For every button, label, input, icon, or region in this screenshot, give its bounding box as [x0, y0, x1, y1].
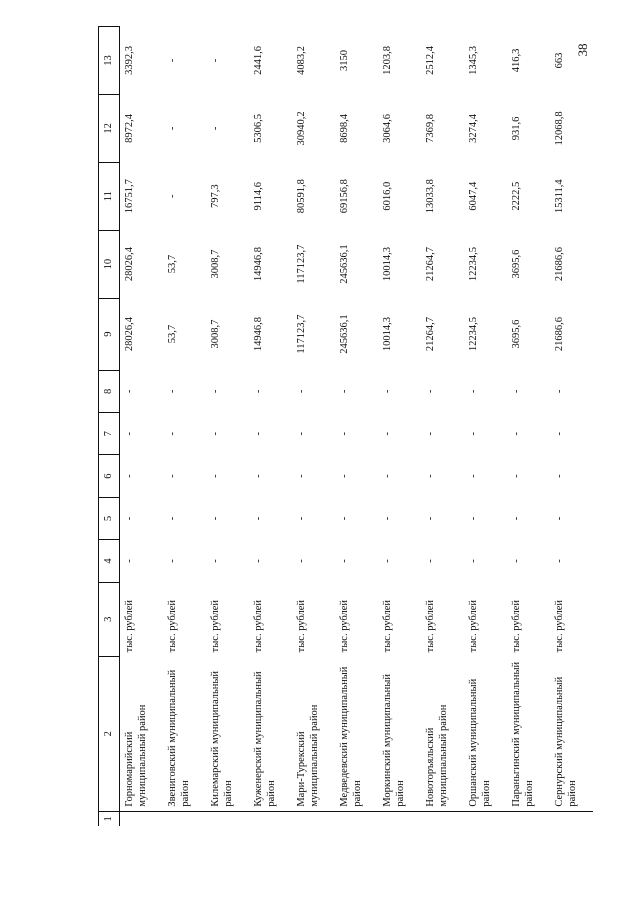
table-cell: - [167, 431, 178, 436]
table-cell: - [468, 431, 479, 436]
table-cell: - [124, 474, 135, 478]
table-cell: - [425, 474, 436, 478]
table-cell: 3150 [339, 49, 350, 71]
unit-label: тыс. рублей [554, 599, 565, 653]
table-cell: - [167, 559, 178, 563]
table-cell: - [167, 126, 178, 131]
table-cell-empty [464, 811, 507, 826]
table-cell: - [253, 389, 264, 394]
table-cell: - [425, 559, 436, 563]
table-cell-empty [378, 811, 421, 826]
table-cell: - [554, 474, 565, 478]
table-cell: 3695,6 [511, 319, 522, 349]
table-cell: - [339, 431, 350, 436]
district-name: Моркинский муниципальный район [378, 656, 421, 811]
column-header: 12 [99, 94, 120, 162]
table-row [335, 27, 378, 827]
table-cell-empty [292, 811, 335, 826]
column-header: 2 [99, 656, 120, 811]
table-cell: 3064,6 [382, 113, 393, 143]
table-cell: - [382, 389, 393, 394]
table-cell: - [210, 58, 221, 63]
table-cell: - [468, 559, 479, 563]
table-cell: - [554, 389, 565, 394]
table-cell: - [296, 516, 307, 521]
district-name: Куженерский муниципальный район [249, 656, 292, 811]
table-cell: - [554, 559, 565, 563]
table-cell: 8698,4 [339, 113, 350, 143]
table-cell: - [124, 559, 135, 563]
table-cell: 21686,6 [554, 247, 565, 282]
table-cell: - [425, 516, 436, 521]
column-header: 3 [99, 582, 120, 656]
table-cell: 6016,0 [382, 181, 393, 211]
table-cell: - [468, 474, 479, 478]
unit-label: тыс. рублей [210, 599, 221, 653]
table-row [378, 27, 421, 827]
district-name: Медведевский муниципальный район [335, 656, 378, 811]
table-cell-empty [550, 811, 593, 826]
column-header: 9 [99, 298, 120, 370]
table-cell: 117123,7 [296, 244, 307, 284]
table-cell: - [382, 431, 393, 436]
table-cell: - [210, 516, 221, 521]
table-cell: 2441,6 [253, 46, 264, 75]
table-cell: - [167, 58, 178, 63]
table-cell: - [468, 389, 479, 394]
table-cell: - [511, 516, 522, 521]
table-cell: 53,7 [167, 254, 178, 274]
table-cell: 2222,5 [511, 181, 522, 211]
column-header: 7 [99, 413, 120, 455]
column-header: 6 [99, 455, 120, 497]
table-cell: 416,3 [511, 48, 522, 73]
column-header: 4 [99, 540, 120, 582]
district-name: Горномарийский муниципальный район [120, 656, 164, 811]
table-row [120, 27, 164, 827]
table-cell: 117123,7 [296, 314, 307, 354]
district-name: Сернурский муниципальный район [550, 656, 593, 811]
table-cell: 28026,4 [124, 317, 135, 352]
unit-label: тыс. рублей [296, 599, 307, 653]
table-cell: 12068,8 [554, 111, 565, 146]
table-cell: - [167, 194, 178, 198]
table-cell: - [511, 389, 522, 394]
district-name: Параньгинский муниципальный район [507, 656, 550, 811]
table-header-row [99, 27, 120, 827]
table-cell: 4083,2 [296, 46, 307, 75]
district-name: Килемарский муниципальный район [206, 656, 249, 811]
table-cell: - [253, 474, 264, 478]
column-header: 5 [99, 497, 120, 539]
table-cell: - [296, 559, 307, 563]
table-cell: 9114,6 [253, 181, 264, 211]
table-cell: 5306,5 [253, 113, 264, 143]
table-cell: - [554, 431, 565, 436]
table-cell: - [124, 389, 135, 394]
table-cell: 12234,5 [468, 317, 479, 352]
table-cell: 6047,4 [468, 181, 479, 211]
table-cell: 21264,7 [425, 317, 436, 352]
table-cell-empty [206, 811, 249, 826]
column-header: 1 [99, 811, 120, 826]
table-row [206, 27, 249, 827]
table-cell: 797,3 [210, 184, 221, 209]
table-body [120, 27, 594, 827]
table-cell: - [339, 516, 350, 521]
table-row [421, 27, 464, 827]
table-cell: 3274,4 [468, 113, 479, 143]
table-cell: 663 [554, 52, 565, 69]
table-cell: - [468, 516, 479, 521]
table-cell: 1345,3 [468, 46, 479, 75]
table-cell: - [167, 516, 178, 521]
table-row [550, 27, 593, 827]
table-cell: - [210, 559, 221, 563]
table-cell: - [210, 431, 221, 436]
unit-label: тыс. рублей [511, 599, 522, 653]
column-header: 8 [99, 370, 120, 412]
rotated-table-container [98, 26, 618, 826]
table-cell: - [210, 474, 221, 478]
table-row [249, 27, 292, 827]
unit-label: тыс. рублей [382, 599, 393, 653]
table-cell: 7369,8 [425, 113, 436, 143]
table-cell: - [511, 559, 522, 563]
table-cell: 3008,7 [210, 319, 221, 349]
table-row [163, 27, 206, 827]
unit-label: тыс. рублей [339, 599, 350, 653]
table-cell: - [296, 431, 307, 436]
table-cell-empty [335, 811, 378, 826]
table-cell: 53,7 [167, 324, 178, 344]
column-header: 10 [99, 230, 120, 298]
table-cell-empty [507, 811, 550, 826]
table-cell: - [167, 389, 178, 394]
table-cell: - [425, 431, 436, 436]
data-table [98, 26, 593, 826]
table-cell: - [296, 389, 307, 394]
column-header: 11 [99, 162, 120, 230]
unit-label: тыс. рублей [124, 599, 135, 653]
table-cell: 245636,1 [339, 244, 350, 284]
table-cell: 3392,3 [124, 46, 135, 75]
table-cell: 10014,3 [382, 317, 393, 352]
table-cell: 14946,8 [253, 317, 264, 352]
table-cell: - [339, 474, 350, 478]
unit-label: тыс. рублей [468, 599, 479, 653]
table-cell: - [253, 516, 264, 521]
column-header: 13 [99, 27, 120, 95]
unit-label: тыс. рублей [167, 599, 178, 653]
table-cell: 14946,8 [253, 247, 264, 282]
table-cell: - [210, 389, 221, 394]
table-cell: - [210, 126, 221, 131]
table-cell: - [382, 516, 393, 521]
table-cell: 13033,8 [425, 179, 436, 214]
district-name: Оршанский муниципальный район [464, 656, 507, 811]
page-number: 38 [575, 43, 590, 57]
table-cell: 1203,8 [382, 46, 393, 75]
table-row [292, 27, 335, 827]
table-cell: 28026,4 [124, 247, 135, 282]
table-cell: - [253, 431, 264, 436]
table-cell-empty [163, 811, 206, 826]
table-cell: 931,6 [511, 116, 522, 141]
table-cell: 16751,7 [124, 179, 135, 214]
table-cell: - [124, 431, 135, 436]
table-cell: 69156,8 [339, 179, 350, 214]
table-cell: 3695,6 [511, 249, 522, 279]
unit-label: тыс. рублей [425, 599, 436, 653]
table-cell: - [339, 559, 350, 563]
unit-label: тыс. рублей [253, 599, 264, 653]
table-cell: 10014,3 [382, 247, 393, 282]
table-cell: 21686,6 [554, 317, 565, 352]
table-cell: 8972,4 [124, 113, 135, 143]
table-cell: - [253, 559, 264, 563]
table-cell: 21264,7 [425, 247, 436, 282]
table-cell: 3008,7 [210, 249, 221, 279]
table-cell: 245636,1 [339, 314, 350, 354]
table-cell: - [124, 516, 135, 521]
table-cell: 80591,8 [296, 179, 307, 214]
table-cell: - [554, 516, 565, 521]
table-row [507, 27, 550, 827]
table-cell-empty [421, 811, 464, 826]
district-name: Звениговский муниципальный район [163, 656, 206, 811]
table-cell: - [382, 559, 393, 563]
table-cell: - [425, 389, 436, 394]
table-cell: 15311,4 [554, 179, 565, 214]
district-name: Мари-Турекский муниципальный район [292, 656, 335, 811]
table-cell: - [382, 474, 393, 478]
table-cell: - [296, 474, 307, 478]
table-cell: - [339, 389, 350, 394]
table-cell: 2512,4 [425, 46, 436, 75]
table-cell: 30940,2 [296, 111, 307, 146]
table-row [464, 27, 507, 827]
table-cell: - [511, 431, 522, 436]
table-cell: - [167, 474, 178, 478]
district-name: Новоторъяльский муниципальный район [421, 656, 464, 811]
table-cell: - [511, 474, 522, 478]
table-cell-empty [120, 811, 164, 826]
table-cell: 12234,5 [468, 247, 479, 282]
table-cell-empty [249, 811, 292, 826]
